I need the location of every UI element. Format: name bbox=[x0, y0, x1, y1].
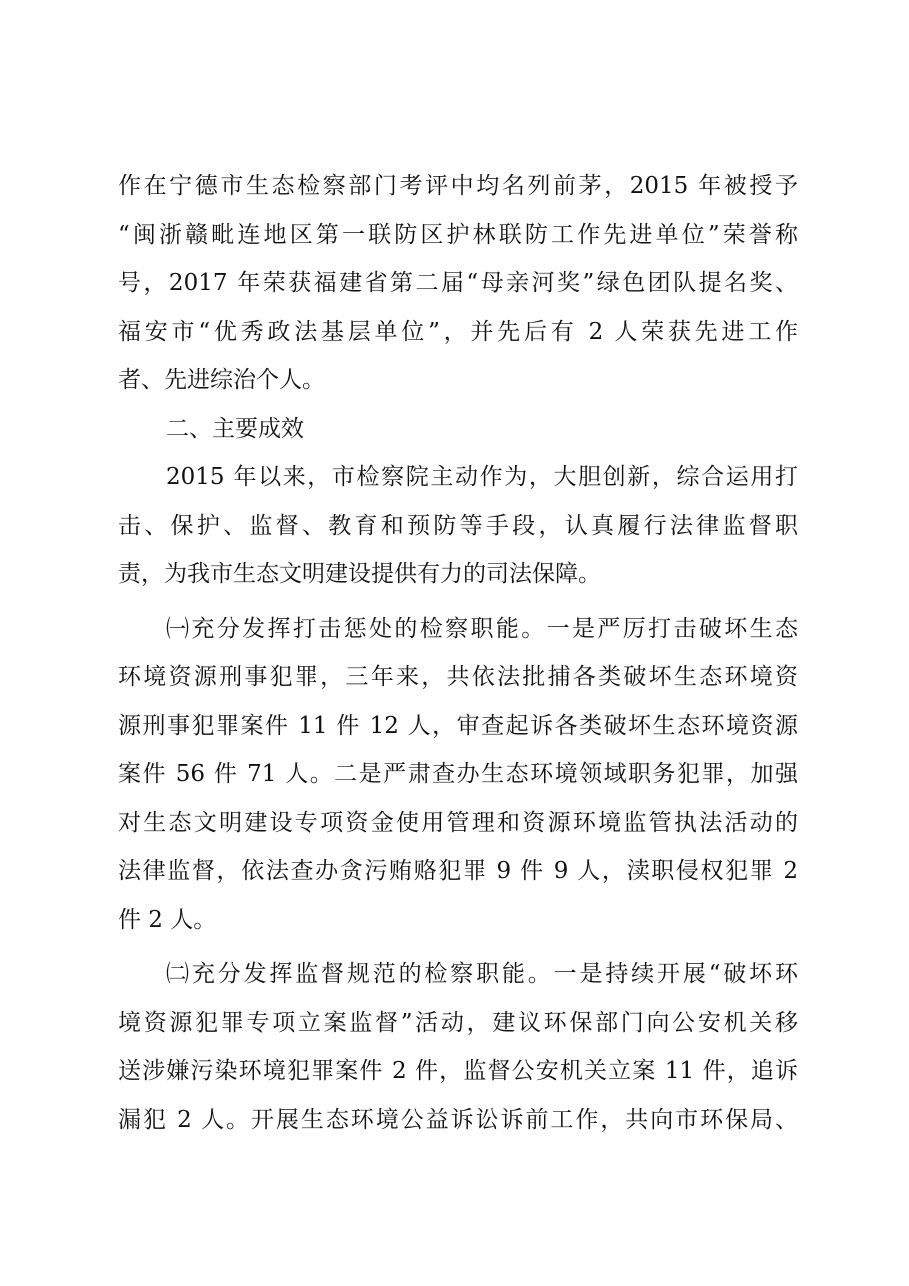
paragraph-line: 击、保护、监督、教育和预防等手段，认真履行法律监督职 bbox=[118, 512, 798, 539]
paragraph-line: 法律监督，依法查办贪污贿赂犯罪 9 件 9 人，渎职侵权犯罪 2 bbox=[118, 858, 798, 884]
document-body bbox=[118, 166, 798, 1148]
paragraph-line: “闽浙赣毗连地区第一联防区护林联防工作先进单位”荣誉称 bbox=[118, 221, 798, 248]
paragraph-line: 2015 年以来，市检察院主动作为，大胆创新，综合运用打 bbox=[166, 464, 798, 490]
paragraph-line: 福安市“优秀政法基层单位”，并先后有 2 人荣获先进工作 bbox=[118, 318, 798, 345]
paragraph-line: 者、先进综治个人。 bbox=[118, 367, 325, 393]
paragraph-line: 责，为我市生态文明建设提供有力的司法保障。 bbox=[118, 561, 601, 587]
paragraph-line: 境资源犯罪专项立案监督”活动，建议环保部门向公安机关移 bbox=[118, 1009, 798, 1036]
paragraph-line: ㈡充分发挥监督规范的检察职能。一是持续开展“破坏环 bbox=[166, 961, 798, 987]
paragraph-2 bbox=[118, 457, 798, 603]
paragraph-4 bbox=[118, 954, 798, 1148]
paragraph-line: 作在宁德市生态检察部门考评中均名列前茅，2015 年被授予 bbox=[118, 173, 798, 199]
paragraph-line: 环境资源刑事犯罪，三年来，共依法批捕各类破坏生态环境资 bbox=[118, 664, 798, 690]
paragraph-3 bbox=[118, 609, 798, 949]
paragraph-line: 案件 56 件 71 人。二是严肃查办生态环境领域职务犯罪，加强 bbox=[118, 761, 798, 787]
paragraph-line: 送涉嫌污染环境犯罪案件 2 件，监督公安机关立案 11 件，追诉 bbox=[118, 1058, 798, 1084]
paragraph-line: 件 2 人。 bbox=[118, 906, 217, 933]
paragraph-line: ㈠充分发挥打击惩处的检察职能。一是严厉打击破坏生态 bbox=[166, 615, 798, 642]
paragraph-line: 源刑事犯罪案件 11 件 12 人，审查起诉各类破坏生态环境资源 bbox=[118, 712, 798, 739]
paragraph-1 bbox=[118, 166, 798, 409]
section-heading bbox=[118, 409, 798, 458]
paragraph-line: 对生态文明建设专项资金使用管理和资源环境监管执法活动的 bbox=[118, 809, 798, 836]
section-heading-text: 二、主要成效 bbox=[166, 415, 304, 442]
paragraph-line: 号，2017 年荣获福建省第二届“母亲河奖”绿色团队提名奖、 bbox=[118, 270, 798, 296]
paragraph-line: 漏犯 2 人。开展生态环境公益诉讼诉前工作，共向市环保局、 bbox=[118, 1106, 798, 1133]
